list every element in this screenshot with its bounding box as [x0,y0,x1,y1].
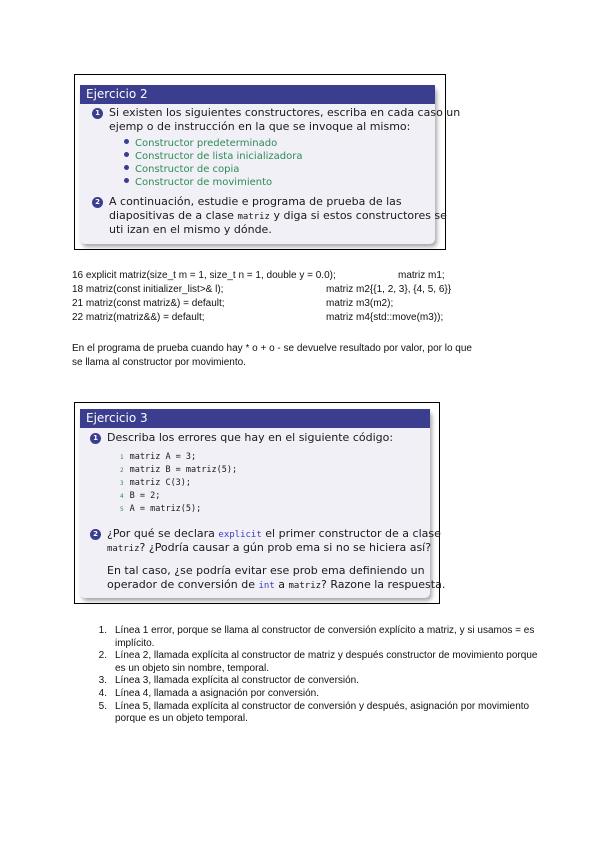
item-2-line-4: operador de conversión de int a matriz? Razone la respuesta. [107,578,446,591]
item-2-line-3: uti izan en el mismo y dónde. [109,223,272,236]
bullet-item: Constructor predeterminado [124,138,277,150]
list-item: 1. Línea 1 error, porque se llama al constructor de conversión explícito a matriz, y si usamos = es implícito. [98,625,535,649]
code-left-1: 16 explicit matriz(size_t m = 1, size_t n = 1, double y = 0.0); [72,270,336,281]
slide-ejercicio-2 [74,74,461,250]
bullet-icon [124,139,129,144]
block-title: Ejercicio 2 [80,85,435,104]
answers-list [80,625,540,726]
code-line: 4 B = 2; [120,491,161,501]
list-item: 5. Línea 5, llamada explícita al constructor de conversión y después, asignación por movimiento porque es un objeto temporal. [98,700,530,725]
item-2: 2 ¿Por qué se declara explicit el primer constructor de a clase [90,527,441,542]
item-1-continuation: ejemp o de instrucción en la que se invoque al mismo: [109,120,411,133]
bullet-icon [124,152,129,157]
code-right-1: matriz m1; [398,270,445,281]
paragraph-line-2: se llama al constructor por movimiento. [72,357,246,368]
item-2: 2 A continuación, estudie e programa de prueba de las [92,195,402,208]
bullet-icon [124,178,129,183]
block-title: Ejercicio 3 [80,409,430,428]
paragraph-line-1: En el programa de prueba cuando hay * o + o - se devuelve resultado por valor, por lo que [72,343,472,354]
item-number-icon: 2 [92,197,103,208]
item-2-line-2: matriz? ¿Podría causar a gún prob ema si no se hiciera así? [107,541,432,554]
item-number-icon: 1 [92,108,103,119]
item-number-icon: 1 [90,433,101,444]
code-left-2: 18 matriz(const initializer_list>& l); [72,284,224,295]
code-line: 1 matriz A = 3; [120,452,197,462]
bullet-item: Constructor de movimiento [124,177,272,189]
item-2-line-3: En tal caso, ¿se podría evitar ese prob ema definiendo un [107,564,425,577]
code-right-4: matriz m4{std::move(m3)); [326,312,444,323]
code-right-3: matriz m3(m2); [326,298,394,309]
block-ejercicio-2 [80,85,461,244]
item-2-line-2: diapositivas de a clase matriz y diga si estos constructores se [109,209,447,222]
code-line: 5 A = matriz(5); [120,504,202,514]
item-number-icon: 2 [90,529,101,540]
list-item: 4. Línea 4, llamada a asignación por conversión. [98,687,320,699]
list-item: 3. Línea 3, llamada explícita al constructor de conversión. [98,675,360,687]
code-line: 2 matriz B = matriz(5); [120,465,238,475]
code-left-4: 22 matriz(matriz&&) = default; [72,312,205,323]
bullet-icon [124,165,129,170]
code-right-2: matriz m2{{1, 2, 3}, {4, 5, 6}} [326,284,452,295]
block-ejercicio-3 [80,409,446,598]
bullet-item: Constructor de copia [124,164,239,176]
item-1: 1 Si existen los siguientes constructores, escriba en cada caso un [92,106,460,119]
code-left-3: 21 matriz(const matriz&) = default; [72,298,225,309]
item-1: 1 Describa los errores que hay en el siguiente código: [90,431,393,444]
bullet-item: Constructor de lista inicializadora [124,151,302,163]
code-line: 3 matriz C(3); [120,478,192,488]
slide-ejercicio-3 [74,402,446,604]
list-item: 2. Línea 2, llamada explícita al constructor de matriz y después constructor de movimiento porque es un objeto sin nombre, temporal. [98,650,538,674]
